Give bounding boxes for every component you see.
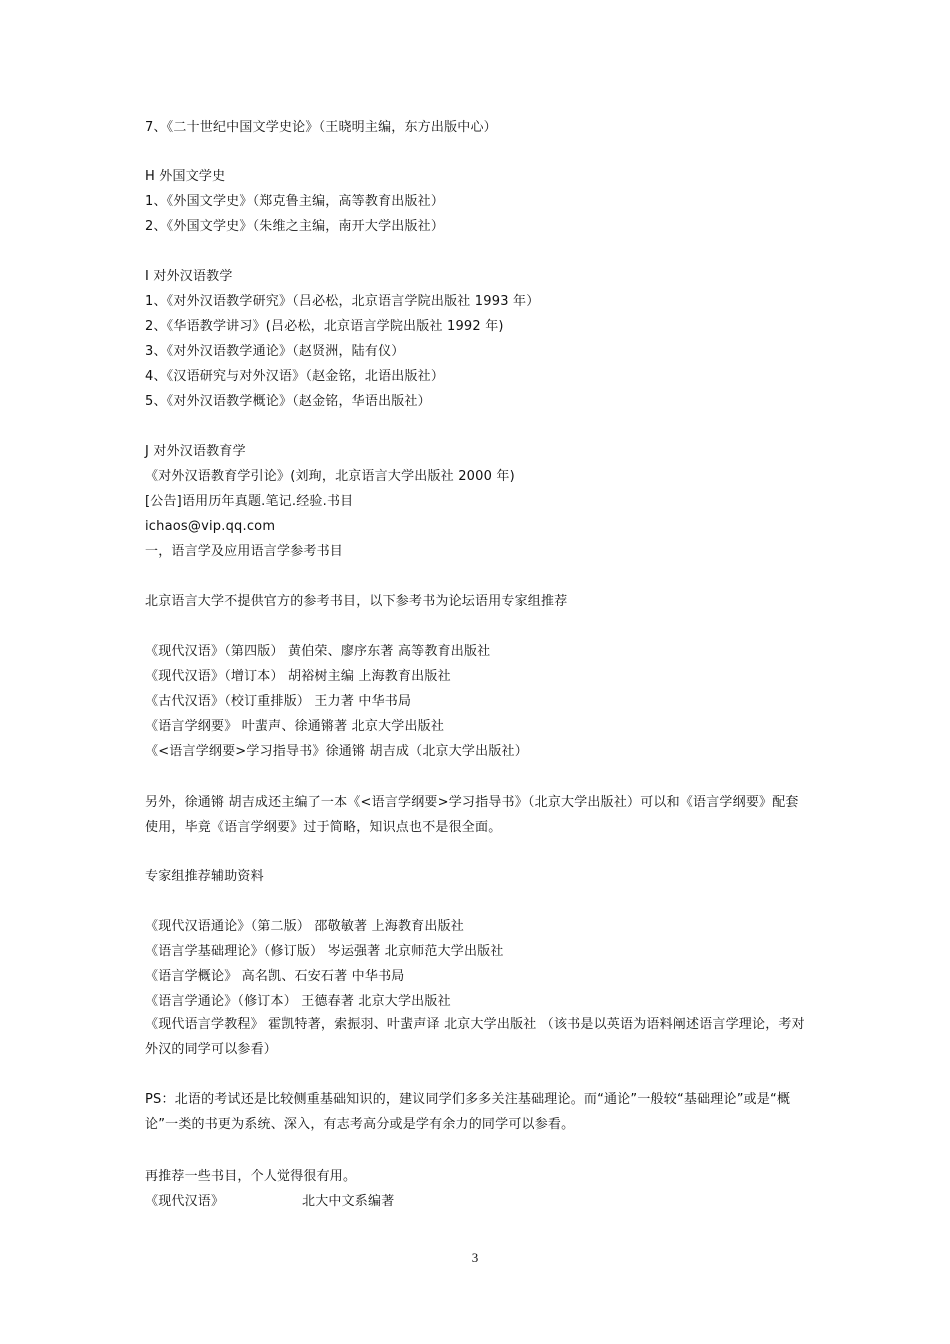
book-item: 《古代汉语》（校订重排版） 王力著 中华书局 [145, 694, 412, 709]
book-item: 《现代汉语》（第四版） 黄伯荣、廖序东著 高等教育出版社 [145, 644, 491, 659]
section-heading: 专家组推荐辅助资料 [145, 869, 264, 884]
book-item: 5、《对外汉语教学概论》（赵金铭，华语出版社） [145, 394, 431, 409]
book-item: 2、《外国文学史》（朱维之主编，南开大学出版社） [145, 219, 445, 234]
book-item: 《对外汉语教育学引论》(刘珣，北京语言大学出版社 2000 年) [145, 469, 515, 484]
book-item: 《语言学纲要》 叶蜚声、徐通锵著 北京大学出版社 [145, 719, 445, 734]
book-item: 《现代汉语通论》（第二版） 邵敬敏著 上海教育出版社 [145, 919, 464, 934]
paragraph: 另外，徐通锵 胡吉成还主编了一本《<语言学纲要>学习指导书》（北京大学出版社）可以和《语言学纲要》配套使用，毕竟《语言学纲要》过于简略，知识点也不是很全面。 [145, 795, 799, 835]
section-heading: I 对外汉语教学 [145, 269, 233, 284]
book-item: 2、《华语教学讲习》(吕必松，北京语言学院出版社 1992 年) [145, 319, 504, 334]
page-number: 3 [471, 1250, 479, 1265]
book-item: 4、《汉语研究与对外汉语》（赵金铭，北语出版社） [145, 369, 445, 384]
book-item: 《语言学通论》（修订本） 王德春著 北京大学出版社 [145, 994, 451, 1009]
email-line: ichaos@vip.qq.com [145, 519, 276, 534]
paragraph: PS：北语的考试还是比较侧重基础知识的，建议同学们多多关注基础理论。而“通论”一般较“基础理论”或是“概论”一类的书更为系统、深入，有志考高分或是学有余力的同学可以参看。 [145, 1092, 791, 1132]
book-item: 1、《对外汉语教学研究》（吕必松，北京语言学院出版社 1993 年） [145, 294, 540, 309]
section-heading: H 外国文学史 [145, 169, 226, 184]
notice-line: [公告]语用历年真题.笔记.经验.书目 [145, 494, 354, 509]
paragraph: 北京语言大学不提供官方的参考书目，以下参考书为论坛语用专家组推荐 [145, 594, 568, 609]
paragraph: 再推荐一些书目，个人觉得很有用。 [145, 1169, 357, 1184]
book-item: 《现代汉语》（增订本） 胡裕树主编 上海教育出版社 [145, 669, 451, 684]
book-item: 《语言学概论》 高名凯、石安石著 中华书局 [145, 969, 405, 984]
book-item: 《语言学基础理论》（修订版） 岑运强著 北京师范大学出版社 [145, 944, 504, 959]
book-item: 7、《二十世纪中国文学史论》（王晓明主编，东方出版中心） [145, 120, 497, 135]
book-item: 《<语言学纲要>学习指导书》徐通锵 胡吉成（北京大学出版社） [145, 744, 528, 759]
book-item: 3、《对外汉语教学通论》（赵贤洲，陆有仪） [145, 344, 405, 359]
book-item: 《现代语言学教程》 霍凯特著，索振羽、叶蜚声译 北京大学出版社 （该书是以英语为语料阐述语言学理论，考对外汉的同学可以参看） [145, 1017, 805, 1057]
book-item: 1、《外国文学史》（郑克鲁主编，高等教育出版社） [145, 194, 445, 209]
book-item-title: 《现代汉语》 [145, 1194, 225, 1209]
book-item-author: 北大中文系编著 [302, 1194, 395, 1209]
section-heading: J 对外汉语教育学 [145, 444, 246, 459]
section-heading: 一，语言学及应用语言学参考书目 [145, 544, 344, 559]
